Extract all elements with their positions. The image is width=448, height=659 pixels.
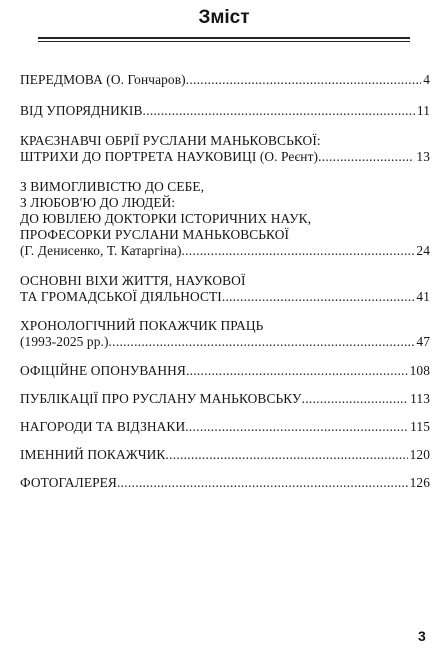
toc-page-number: 115 xyxy=(410,419,430,434)
dot-leader xyxy=(143,103,415,119)
toc-page-number: 41 xyxy=(416,289,430,304)
dot-leader xyxy=(185,419,408,435)
dot-leader xyxy=(182,243,415,259)
dot-leader xyxy=(186,363,408,379)
dot-leader xyxy=(302,391,408,407)
toc-entry-milestones[interactable] xyxy=(20,273,430,305)
toc-entry-text-line: ДО ЮВІЛЕЮ ДОКТОРКИ ІСТОРИЧНИХ НАУК, xyxy=(20,211,312,226)
toc-entry-awards[interactable] xyxy=(20,419,430,435)
toc-entry-text: ПУБЛІКАЦІЇ ПРО РУСЛАНУ МАНЬКОВСЬКУ xyxy=(20,391,302,406)
toc-entry-text: ІМЕННИЙ ПОКАЖЧИК xyxy=(20,447,166,462)
dot-leader xyxy=(109,334,415,350)
toc-entry-text: ТА ГРОМАДСЬКОЇ ДІЯЛЬНОСТІ xyxy=(20,289,222,304)
toc-page-number: 47 xyxy=(416,334,430,349)
dot-leader xyxy=(165,447,407,463)
toc-entry-foreword[interactable] xyxy=(20,72,430,88)
toc-entry-text: (1993-2025 рр.) xyxy=(20,334,109,349)
toc-entry-text: НАГОРОДИ ТА ВІДЗНАКИ xyxy=(20,419,186,434)
toc-entry-from-compilers[interactable] xyxy=(20,103,430,119)
toc-page-number: 11 xyxy=(416,103,430,118)
toc-entry-name-index[interactable] xyxy=(20,447,430,463)
toc-page-number: 126 xyxy=(409,475,430,490)
toc-entry-text-line: ПРОФЕСОРКИ РУСЛАНИ МАНЬКОВСЬКОЇ xyxy=(20,227,290,242)
toc-page-number: 120 xyxy=(409,447,430,462)
toc-entry-text-line: ОСНОВНІ ВІХИ ЖИТТЯ, НАУКОВОЇ xyxy=(20,273,246,288)
toc-entry-text: (Г. Денисенко, Т. Катаргіна) xyxy=(20,243,182,258)
title-rule-thin xyxy=(38,41,410,42)
toc-page-number: 4 xyxy=(423,72,430,87)
toc-page-number: 113 xyxy=(410,391,430,406)
toc-entry-official-opposition[interactable] xyxy=(20,363,430,379)
page-title: Зміст xyxy=(198,7,250,28)
toc-entry-text: ОФІЦІЙНЕ ОПОНУВАННЯ xyxy=(20,363,186,378)
toc-entry-text-line: З ЛЮБОВ'Ю ДО ЛЮДЕЙ: xyxy=(20,195,176,210)
toc-entry-text: ФОТОГАЛЕРЕЯ xyxy=(20,475,117,490)
toc-page-number: 13 xyxy=(416,149,430,164)
toc-entry-text-line: ХРОНОЛОГІЧНИЙ ПОКАЖЧИК ПРАЦЬ xyxy=(20,318,264,333)
dot-leader xyxy=(222,289,415,305)
toc-entry-photo-gallery[interactable] xyxy=(20,475,430,491)
toc-entry-text: ПЕРЕДМОВА (О. Гончаров) xyxy=(20,72,186,87)
toc-entry-chronological-index[interactable] xyxy=(20,318,430,350)
dot-leader xyxy=(186,72,422,88)
dot-leader xyxy=(117,475,408,491)
toc-page-number: 24 xyxy=(416,243,430,258)
toc-entry-text-line: КРАЄЗНАВЧІ ОБРІЇ РУСЛАНИ МАНЬКОВСЬКОЇ: xyxy=(20,133,321,148)
toc-entry-anniversary[interactable] xyxy=(20,179,430,259)
toc-entry-text-line: З ВИМОГЛИВІСТЮ ДО СЕБЕ, xyxy=(20,179,205,194)
toc-entry-text: ВІД УПОРЯДНИКІВ xyxy=(20,103,143,118)
title-rule-thick xyxy=(38,37,410,39)
dot-leader xyxy=(318,149,414,165)
page-number: 3 xyxy=(418,628,426,644)
table-of-contents xyxy=(20,72,430,491)
toc-entry-local-history-horizons[interactable] xyxy=(20,133,430,165)
toc-page-number: 108 xyxy=(409,363,430,378)
toc-entry-text: ШТРИХИ ДО ПОРТРЕТА НАУКОВИЦІ (О. Реєнт) xyxy=(20,149,319,164)
toc-entry-publications[interactable] xyxy=(20,391,430,407)
